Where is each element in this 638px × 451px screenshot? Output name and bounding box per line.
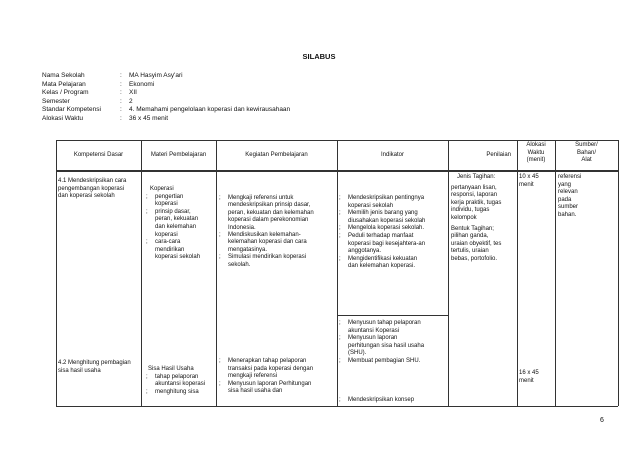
list-item: ; Mengkaji referensi untuk mendeskripsikan prinsip dasar, peran, kekuatan dan kelemahan koperasi dalam perekonomian Indonesia. <box>219 195 337 232</box>
meta-key: Semester <box>42 97 70 105</box>
list-item: ; cara-cara mendirikan koperasi sekolah <box>146 239 216 262</box>
list-item: ; tahap pelaporan akuntansi koperasi <box>146 374 216 389</box>
list-item: ; Mengelola koperasi sekolah. <box>339 225 448 233</box>
list-item: ; pengertian koperasi <box>146 194 216 209</box>
header-kompetensi-dasar: Kompetensi Dasar <box>73 152 124 158</box>
meta-key: Alokasi Waktu <box>42 115 83 122</box>
meta-key: Mata Pelajaran <box>42 80 86 88</box>
indikator-list-2-bottom <box>339 397 448 405</box>
indikator-list-1 <box>339 195 448 271</box>
meta-value: 4. Memahami pengelolaan koperasi dan kewirausahaan <box>129 106 291 114</box>
meta-colon: : <box>120 106 122 114</box>
list-item: ; menghitung sisa <box>146 389 216 397</box>
meta-key: Kelas / Program <box>42 89 89 97</box>
list-item: ; Simulasi mendirikan koperasi sekolah. <box>219 254 337 269</box>
list-item: ; Memilih jenis barang yang diusahakan koperasi sekolah <box>339 210 448 225</box>
alokasi-row1: 10 x 45 menit <box>519 174 539 188</box>
penilaian-cell <box>451 174 517 264</box>
meta-key: Standar Kompetensi <box>42 106 101 114</box>
kd-4-1: 4.1 Mendeskripsikan cara pengembangan koperasi dan koperasi sekolah <box>58 178 127 200</box>
list-item: ; Mendiskusikan kelemahan- kelemahan koperasi dan cara mengatasinya. <box>219 232 337 254</box>
penilaian-jenis-label: Jenis Tagihan: <box>457 174 496 180</box>
list-item: ; Membuat pembagian SHU. <box>339 358 448 366</box>
list-item: ; prinsip dasar, peran, kekuatan dan kelemahan koperasi <box>146 209 216 239</box>
meta-colon: : <box>120 89 122 97</box>
list-item: ; Mendeskripsikan pentingnya koperasi sekolah <box>339 195 448 210</box>
meta-colon: : <box>120 80 122 88</box>
list-item: ; Menyusun tahap pelaporan akuntansi Koperasi <box>339 320 448 335</box>
list-item: ; Menyusun laporan Perhitungan sisa hasil usaha dan <box>219 381 337 396</box>
list-item: ; Mengidentifikasi kekuatan dan kelemahan koperasi. <box>339 256 448 271</box>
header-kegiatan: Kegiatan Pembelajaran <box>245 152 308 158</box>
meta-value: 2 <box>129 97 133 105</box>
materi-shu <box>146 366 216 396</box>
list-item: ; Menerapkan tahap pelaporan transaksi pada koperasi dengan mengkaji referensi <box>219 358 337 381</box>
indikator-list-2-top <box>339 320 448 366</box>
meta-colon: : <box>120 72 122 79</box>
meta-value: MA Hasyim Asy'ari <box>129 72 183 79</box>
document-title: SILABUS <box>302 52 336 61</box>
materi-title: Koperasi <box>150 186 174 192</box>
sumber-row1: referensi yang relevan pada sumber bahan. <box>558 174 582 218</box>
meta-value: 36 x 45 menit <box>129 115 169 122</box>
header-alokasi: Alokasi Waktu (menit) <box>526 142 546 164</box>
meta-value: Ekonomi <box>129 80 155 88</box>
alokasi-row2: 16 x 45 menit <box>519 370 539 384</box>
list-item: ; Peduli terhadap manfaat koperasi bagi kesejahtera-an anggotanya. <box>339 233 448 256</box>
penilaian-bentuk: Bentuk Tagihan; pilihan ganda, uraian obyektif, tes tertulis, uraian bebas, portofolio. <box>451 225 502 262</box>
kegiatan-list-2 <box>219 358 337 396</box>
materi-koperasi <box>146 186 216 262</box>
header-penilaian: Penilaian <box>486 152 511 158</box>
penilaian-jenis-text: pertanyaan lisan, responsi, laporan kerja praktik, tugas individu, tugas kelompok <box>451 184 502 221</box>
page-number: 6 <box>600 417 604 424</box>
header-sumber: Sumber/ Bahan/ Alat <box>575 142 598 164</box>
kegiatan-list-1 <box>219 195 337 269</box>
meta-key: Nama Sekolah <box>42 72 85 79</box>
materi-title-shu: Sisa Hasil Usaha <box>148 366 194 372</box>
header-indikator: Indikator <box>380 152 404 158</box>
meta-colon: : <box>120 115 122 122</box>
meta-value: XII <box>129 89 137 97</box>
meta-colon: : <box>120 97 122 105</box>
list-item: ; Mendeskripsikan konsep <box>339 397 448 405</box>
list-item: ; Menyusun laporan perhitungan sisa hasil usaha (SHU). <box>339 335 448 358</box>
header-materi: Materi Pembelajaran <box>150 152 207 158</box>
kd-4-2: 4.2 Menghitung pembagian sisa hasil usaha <box>58 360 131 374</box>
